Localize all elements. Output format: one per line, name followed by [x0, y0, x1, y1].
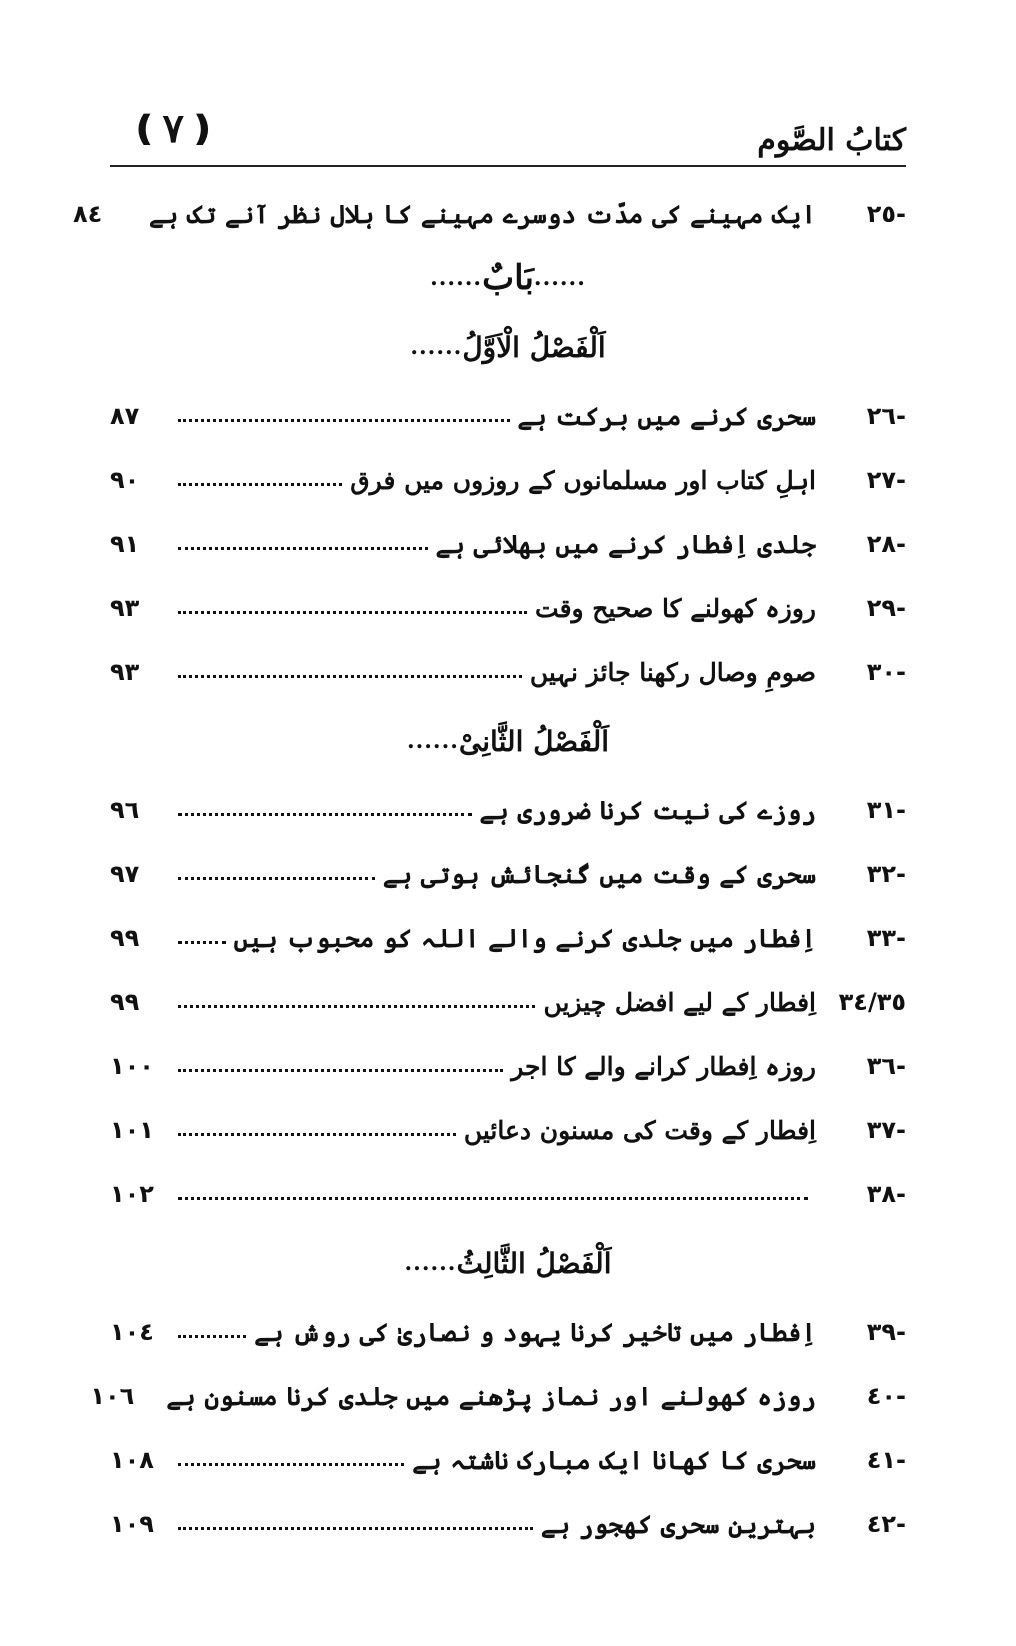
page-number: ۷ — [162, 105, 184, 152]
toc-entry — [110, 448, 906, 512]
toc-entry — [90, 1364, 906, 1428]
dot-leader — [178, 1189, 808, 1200]
entry-page: ١٠٢ — [110, 1180, 154, 1208]
heading-dots: ...... — [406, 728, 459, 754]
entry-page: ٩٦ — [110, 796, 140, 824]
entry-title: اِفطار میں جلدی کرنے والے اللہ کو محبوب ہیں — [233, 923, 816, 953]
entry-page: ١٠٠ — [110, 1052, 154, 1080]
entry-number: -٤١ — [866, 1446, 906, 1474]
book-title: كتابُ الصَّوم — [757, 123, 906, 158]
entry-title: روزے کی نیت کرنا ضروری ہے — [479, 795, 816, 825]
toc-entry — [110, 512, 906, 576]
entry-page: ٨٤ — [72, 200, 103, 228]
entry-number: ٣٤/٣٥ — [838, 988, 906, 1016]
entry-page: ٩٣ — [110, 594, 140, 622]
toc-entry — [110, 1098, 906, 1162]
entry-title: روزہ کھولنے اور نماز پڑھنے میں جلدی کرنا مسنون ہے — [166, 1381, 816, 1411]
entry-page: ٨٧ — [110, 402, 140, 430]
dot-leader — [178, 475, 342, 486]
entry-title: جلدی اِفطار کرنے میں بھلائی ہے — [435, 529, 816, 559]
ornament-left-icon: ❪ — [130, 108, 159, 149]
dot-leader — [178, 1327, 246, 1338]
dot-leader — [178, 1455, 404, 1466]
dot-leader — [178, 1519, 533, 1530]
toc-entry — [110, 970, 906, 1034]
entry-page: ٩٠ — [110, 466, 140, 494]
entry-title: سحری کے وقت میں گنجائش ہوتی ہے — [382, 859, 816, 889]
toc-entry — [110, 906, 906, 970]
dot-leader — [178, 997, 535, 1008]
entry-number: -٣٣ — [866, 924, 906, 952]
entry-page: ٩٩ — [110, 924, 140, 952]
ornament-right-icon: ❫ — [187, 108, 217, 149]
entry-title: ایک مہینے کی مدّت دوسرے مہینے کا ہلال نظر آنے تک ہے — [148, 199, 816, 229]
entry-page: ٩٧ — [110, 860, 140, 888]
dot-leader — [178, 411, 510, 422]
dot-leader — [178, 603, 527, 614]
toc-entry — [72, 182, 906, 246]
bab-heading — [110, 246, 906, 310]
toc-entry — [110, 640, 906, 704]
entry-title: اِفطار کے لیے افضل چیزیں — [543, 987, 816, 1017]
entry-title: اِفطار کے وقت کی مسنون دعائیں — [463, 1115, 816, 1145]
section-label: اَلْفَصْلُ الثَّانِیْ — [458, 724, 610, 758]
entry-title: روزہ کھولنے کا صحیح وقت — [535, 593, 816, 623]
toc-entry — [110, 1162, 906, 1226]
entry-number: -٤٠ — [866, 1382, 906, 1410]
dot-leader — [178, 869, 375, 880]
entry-page: ١٠٦ — [90, 1382, 135, 1410]
entry-number: -٢٧ — [866, 466, 906, 494]
entry-page: ٩٣ — [110, 658, 140, 686]
toc-entry — [110, 576, 906, 640]
entry-page: ٩١ — [110, 530, 140, 558]
table-of-contents — [72, 182, 906, 1556]
entry-page: ١٠٤ — [110, 1318, 154, 1346]
entry-number: -٣١ — [866, 796, 906, 824]
dot-leader — [178, 933, 226, 944]
entry-page: ١٠٨ — [110, 1446, 154, 1474]
entry-number: -٣٠ — [866, 658, 906, 686]
section-label: اَلْفَصْلُ الْاَوَّلُ — [462, 330, 606, 364]
page-header — [110, 95, 906, 167]
entry-title: سحری کا کھانا ایک مبارک ناشتہ ہے — [412, 1445, 816, 1475]
heading-dots: ...... — [430, 265, 483, 291]
entry-title: سحری کرنے میں برکت ہے — [517, 401, 816, 431]
toc-entry — [110, 1428, 906, 1492]
section-heading — [110, 1226, 906, 1300]
entry-number: -٢٩ — [866, 594, 906, 622]
entry-title: بہترین سحری کھجور ہے — [540, 1509, 816, 1539]
entry-page: ١٠١ — [110, 1116, 154, 1144]
entry-number: -٣٨ — [866, 1180, 906, 1208]
dot-leader — [178, 805, 472, 816]
toc-entry — [110, 384, 906, 448]
entry-page: ٩٩ — [110, 988, 140, 1016]
entry-number: -٣٩ — [866, 1318, 906, 1346]
toc-entry — [110, 1300, 906, 1364]
toc-entry — [110, 1034, 906, 1098]
bab-label: بَابٌ — [482, 258, 534, 298]
entry-page: ١٠٩ — [110, 1510, 154, 1538]
section-heading — [110, 704, 906, 778]
toc-entry — [110, 778, 906, 842]
section-heading — [110, 310, 906, 384]
page-number-badge — [130, 105, 216, 152]
dot-leader — [178, 1061, 503, 1072]
entry-number: -٣٢ — [866, 860, 906, 888]
toc-entry — [110, 1492, 906, 1556]
entry-title: اِفطار میں تاخیر کرنا یہود و نصاریٰ کی روش ہے — [254, 1317, 816, 1347]
dot-leader — [178, 539, 428, 550]
dot-leader — [178, 1125, 456, 1136]
heading-dots: ...... — [404, 1250, 457, 1276]
entry-number: -٣٦ — [866, 1052, 906, 1080]
entry-title: روزہ اِفطار کرانے والے کا اجر — [511, 1051, 816, 1081]
entry-number: -٤٢ — [866, 1510, 906, 1538]
entry-title: اہلِ کتاب اور مسلمانوں کے روزوں میں فرق — [350, 465, 816, 495]
entry-number: -٢٨ — [866, 530, 906, 558]
entry-number: -٢٥ — [866, 200, 906, 228]
entry-number: -٢٦ — [866, 402, 906, 430]
heading-dots: ...... — [533, 265, 586, 291]
section-label: اَلْفَصْلُ الثَّالِثُ — [456, 1246, 612, 1280]
dot-leader — [178, 667, 522, 678]
toc-entry — [110, 842, 906, 906]
entry-number: -٣٧ — [866, 1116, 906, 1144]
heading-dots: ...... — [410, 334, 463, 360]
entry-title: صومِ وصال رکھنا جائز نہیں — [529, 657, 816, 687]
